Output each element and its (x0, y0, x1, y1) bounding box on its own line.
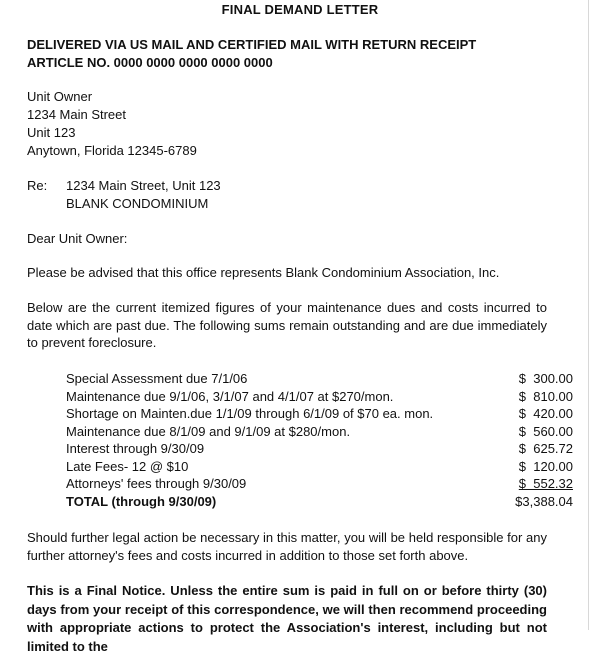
paragraph-legal-action: Should further legal action be necessary in this matter, you will be held responsible for any further attorney's fees and costs incurred in addition to those set forth above. (27, 530, 547, 563)
charge-row (66, 458, 576, 476)
charge-row (66, 475, 576, 493)
charge-description: Shortage on Mainten.due 1/1/09 through 6/1/09 of $70 ea. mon. (66, 406, 434, 421)
charge-amount: $ 625.72 (518, 441, 573, 456)
recipient-street: 1234 Main Street (27, 107, 127, 122)
charge-description: Maintenance due 8/1/09 and 9/1/09 at $280/mon. (66, 423, 351, 439)
delivery-line: DELIVERED VIA US MAIL AND CERTIFIED MAIL WITH RETURN RECEIPT (27, 37, 477, 52)
total-row (66, 493, 576, 511)
charge-amount: $ 560.00 (518, 423, 573, 439)
charge-row (66, 370, 576, 388)
charge-amount: $ 120.00 (518, 458, 573, 474)
total-label: TOTAL (through 9/30/09) (66, 493, 217, 509)
total-amount: $3,388.04 (515, 493, 573, 509)
paragraph-advise: Please be advised that this office represents Blank Condominium Association, Inc. (27, 265, 500, 280)
recipient-name: Unit Owner (27, 89, 93, 104)
itemized-charges (66, 370, 576, 510)
charge-amount: $ 420.00 (518, 406, 573, 421)
recipient-unit: Unit 123 (27, 125, 76, 140)
charge-description: Interest through 9/30/09 (66, 441, 205, 456)
charge-amount: $ 552.32 (518, 476, 573, 491)
page-edge-divider (588, 0, 589, 630)
charge-amount: $ 300.00 (518, 371, 573, 386)
paragraph-itemized: Below are the current itemized figures of your maintenance dues and costs incurred to date which are past due. The following sums remain outstanding and are due immediately to prevent foreclosure. (27, 300, 547, 350)
charge-row (66, 388, 576, 406)
charge-description: Maintenance due 9/1/06, 3/1/07 and 4/1/07 at $270/mon. (66, 388, 394, 404)
re-line-address: 1234 Main Street, Unit 123 (66, 178, 221, 193)
paragraph-final-notice: This is a Final Notice. Unless the entire sum is paid in full on or before thirty (30) days from your receipt of this correspondence, we will then recommend proceeding with appropriate actions to protect the Association's interest, including but not limited to the (27, 583, 547, 654)
letter-title: FINAL DEMAND LETTER (221, 2, 379, 17)
charge-description: Attorneys' fees through 9/30/09 (66, 476, 247, 491)
charge-description: Special Assessment due 7/1/06 (66, 371, 248, 386)
charge-row (66, 440, 576, 458)
charge-amount: $ 810.00 (518, 388, 573, 404)
charge-row (66, 423, 576, 441)
charge-row (66, 405, 576, 423)
salutation: Dear Unit Owner: (27, 231, 128, 246)
re-subject (66, 177, 221, 213)
recipient-address (27, 88, 547, 160)
re-line-condominium: BLANK CONDOMINIUM (66, 196, 209, 211)
article-number: ARTICLE NO. 0000 0000 0000 0000 0000 (27, 54, 273, 70)
re-label: Re: (27, 178, 48, 193)
recipient-city: Anytown, Florida 12345-6789 (27, 143, 197, 158)
delivery-header (27, 36, 547, 71)
charge-description: Late Fees- 12 @ $10 (66, 458, 189, 474)
